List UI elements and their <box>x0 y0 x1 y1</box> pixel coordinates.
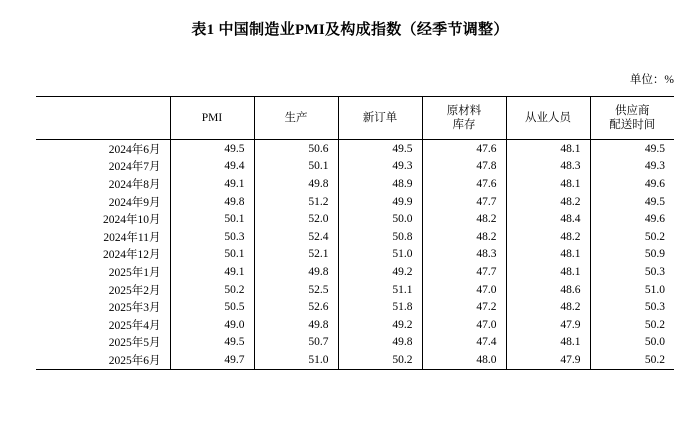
row-label: 2024年6月 <box>108 143 161 156</box>
table-cell: 52.6 <box>254 298 338 316</box>
table-cell: 48.3 <box>422 246 506 264</box>
table-cell: 49.6 <box>590 210 674 228</box>
table-cell: 48.2 <box>506 298 590 316</box>
row-label: 2025年2月 <box>108 284 161 297</box>
table-cell: 47.4 <box>422 334 506 352</box>
table-cell: 48.1 <box>506 263 590 281</box>
table-cell: 50.2 <box>590 228 674 246</box>
table-cell: 49.4 <box>170 158 254 176</box>
table-cell: 52.1 <box>254 246 338 264</box>
table-cell: 47.9 <box>506 351 590 369</box>
table-cell: 49.9 <box>338 193 422 211</box>
table-body <box>36 140 674 370</box>
table-cell: 47.9 <box>506 316 590 334</box>
column-header-new-orders-line-1: 新订单 <box>362 111 398 124</box>
table-row <box>36 193 674 211</box>
table-row <box>36 334 674 352</box>
table-cell: 52.0 <box>254 210 338 228</box>
table-cell: 49.2 <box>338 316 422 334</box>
table-cell: 50.0 <box>338 210 422 228</box>
table-cell: 52.5 <box>254 281 338 299</box>
row-label: 2024年12月 <box>103 249 161 262</box>
table-cell: 50.2 <box>338 351 422 369</box>
column-header-supplier-delivery-time-line-2: 配送时间 <box>609 119 656 131</box>
table-cell: 47.8 <box>422 158 506 176</box>
page-title: 表1 中国制造业PMI及构成指数（经季节调整） <box>191 22 509 38</box>
row-label: 2024年8月 <box>108 178 161 191</box>
unit-note: 单位：% <box>629 74 674 86</box>
table-cell: 48.0 <box>422 351 506 369</box>
pmi-table <box>36 96 674 370</box>
table-cell: 47.7 <box>422 193 506 211</box>
table-cell: 49.0 <box>170 316 254 334</box>
table-row <box>36 316 674 334</box>
table-cell: 48.2 <box>506 228 590 246</box>
table-cell: 50.3 <box>170 228 254 246</box>
table-cell: 50.9 <box>590 246 674 264</box>
table-corner-cell <box>36 97 170 140</box>
column-header-pmi <box>170 97 254 140</box>
table-cell: 49.2 <box>338 263 422 281</box>
table-cell: 49.8 <box>170 193 254 211</box>
table-cell: 47.0 <box>422 281 506 299</box>
table-cell: 48.1 <box>506 140 590 158</box>
table-cell: 49.3 <box>338 158 422 176</box>
table-cell: 49.5 <box>170 334 254 352</box>
table-header-row <box>36 97 674 140</box>
table-row <box>36 281 674 299</box>
table-row <box>36 210 674 228</box>
table-cell: 48.2 <box>422 228 506 246</box>
table-cell: 47.0 <box>422 316 506 334</box>
table-cell: 50.1 <box>254 158 338 176</box>
row-label: 2024年9月 <box>108 196 161 209</box>
row-label: 2025年5月 <box>108 337 161 350</box>
table-cell: 48.2 <box>506 193 590 211</box>
table-cell: 48.9 <box>338 175 422 193</box>
table-cell: 50.2 <box>170 281 254 299</box>
table-cell: 50.3 <box>590 263 674 281</box>
table-cell: 48.1 <box>506 246 590 264</box>
column-header-production-line-1: 生产 <box>284 111 308 124</box>
row-label: 2024年7月 <box>108 161 161 174</box>
table-cell: 50.2 <box>590 351 674 369</box>
column-header-supplier-delivery-time <box>590 97 674 140</box>
row-label: 2024年10月 <box>103 214 161 227</box>
table-cell: 47.6 <box>422 140 506 158</box>
table-row <box>36 228 674 246</box>
column-header-supplier-delivery-time-line-1: 供应商 <box>615 104 650 117</box>
table-cell: 51.8 <box>338 298 422 316</box>
column-header-production <box>254 97 338 140</box>
table-cell: 50.2 <box>590 316 674 334</box>
row-label: 2025年4月 <box>108 319 161 332</box>
table-cell: 48.1 <box>506 334 590 352</box>
column-header-employment-line-1: 从业人员 <box>525 111 571 124</box>
column-header-raw-material-inventory <box>422 97 506 140</box>
table-cell: 48.3 <box>506 158 590 176</box>
column-header-raw-material-inventory-line-2: 库存 <box>452 119 476 131</box>
table-cell: 50.1 <box>170 210 254 228</box>
table-row <box>36 351 674 369</box>
table-cell: 50.0 <box>590 334 674 352</box>
table-cell: 49.8 <box>254 175 338 193</box>
table-cell: 47.2 <box>422 298 506 316</box>
table-cell: 52.4 <box>254 228 338 246</box>
table-cell: 49.1 <box>170 263 254 281</box>
table-cell: 49.8 <box>254 263 338 281</box>
table-cell: 49.5 <box>590 140 674 158</box>
table-cell: 51.0 <box>254 351 338 369</box>
table-cell: 49.5 <box>170 140 254 158</box>
table-cell: 49.5 <box>338 140 422 158</box>
table-cell: 49.8 <box>254 316 338 334</box>
table-cell: 48.4 <box>506 210 590 228</box>
row-label: 2025年6月 <box>36 351 170 369</box>
table-cell: 50.6 <box>254 140 338 158</box>
column-header-pmi-line-1: PMI <box>201 111 223 124</box>
column-header-employment <box>506 97 590 140</box>
table-cell: 51.1 <box>338 281 422 299</box>
table-cell: 50.3 <box>590 298 674 316</box>
table-cell: 48.6 <box>506 281 590 299</box>
table-cell: 51.0 <box>338 246 422 264</box>
table-cell: 49.7 <box>170 351 254 369</box>
row-label: 2025年1月 <box>108 266 161 279</box>
table-row <box>36 263 674 281</box>
table-cell: 48.2 <box>422 210 506 228</box>
column-header-raw-material-inventory-line-1: 原材料 <box>446 104 482 117</box>
table-cell: 49.5 <box>590 193 674 211</box>
document-page <box>0 18 700 425</box>
table-row <box>36 140 674 158</box>
table-cell: 51.2 <box>254 193 338 211</box>
table-row <box>36 298 674 316</box>
table-cell: 47.7 <box>422 263 506 281</box>
table-row <box>36 175 674 193</box>
table-cell: 51.0 <box>590 281 674 299</box>
table-container <box>0 96 700 370</box>
table-cell: 50.5 <box>170 298 254 316</box>
table-cell: 49.8 <box>338 334 422 352</box>
row-label: 2024年11月 <box>103 231 161 244</box>
table-cell: 47.6 <box>422 175 506 193</box>
table-cell: 50.1 <box>170 246 254 264</box>
table-row <box>36 246 674 264</box>
table-header <box>36 97 674 140</box>
row-label: 2025年3月 <box>108 302 161 315</box>
table-row <box>36 158 674 176</box>
column-header-new-orders <box>338 97 422 140</box>
table-cell: 50.7 <box>254 334 338 352</box>
table-cell: 49.3 <box>590 158 674 176</box>
table-cell: 49.6 <box>590 175 674 193</box>
table-cell: 49.1 <box>170 175 254 193</box>
table-cell: 50.8 <box>338 228 422 246</box>
table-cell: 48.1 <box>506 175 590 193</box>
